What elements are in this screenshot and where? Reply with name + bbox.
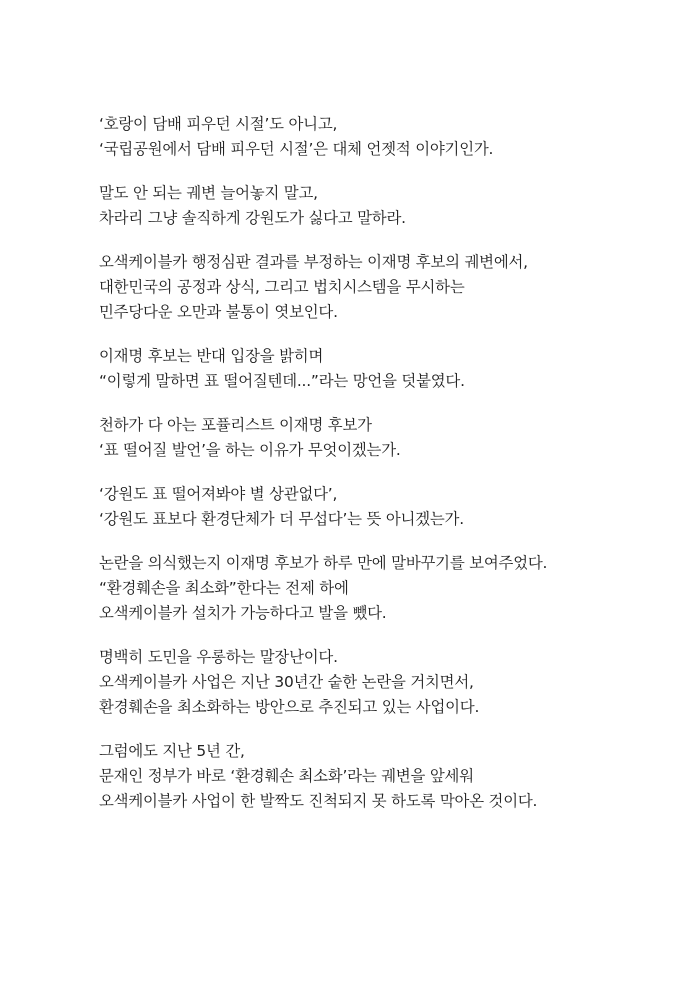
text-line: 오색케이블카 행정심판 결과를 부정하는 이재명 후보의 궤변에서, bbox=[99, 253, 528, 271]
text-line: “환경훼손을 최소화”한다는 전제 하에 bbox=[99, 579, 349, 597]
text-line: 그럼에도 지난 5년 간, bbox=[99, 742, 245, 760]
paragraph-3 bbox=[99, 250, 680, 325]
text-line: 문재인 정부가 바로 ‘환경훼손 최소화’라는 궤변을 앞세워 bbox=[99, 767, 474, 785]
paragraph-1 bbox=[99, 112, 680, 162]
text-line: ‘표 떨어질 발언’을 하는 이유가 무엇이겠는가. bbox=[99, 441, 401, 459]
text-line: ‘국립공원에서 담배 피우던 시절’은 대체 언젯적 이야기인가. bbox=[99, 140, 494, 158]
text-line: 오색케이블카 설치가 가능하다고 발을 뺐다. bbox=[99, 604, 387, 622]
text-line: ‘강원도 표 떨어져봐야 별 상관없다’, bbox=[99, 485, 338, 503]
text-line: 대한민국의 공정과 상식, 그리고 법치시스템을 무시하는 bbox=[99, 278, 465, 296]
text-line: 오색케이블카 사업이 한 발짝도 진척되지 못 하도록 막아온 것이다. bbox=[99, 792, 538, 810]
text-line: “이렇게 말하면 표 떨어질텐데...”라는 망언을 덧붙였다. bbox=[99, 372, 465, 390]
paragraph-2 bbox=[99, 181, 680, 231]
text-line: 말도 안 되는 궤변 늘어놓지 말고, bbox=[99, 184, 318, 202]
paragraph-6 bbox=[99, 482, 680, 532]
text-line: 민주당다운 오만과 불통이 엿보인다. bbox=[99, 303, 338, 321]
text-line: 차라리 그냥 솔직하게 강원도가 싫다고 말하라. bbox=[99, 209, 406, 227]
paragraph-4 bbox=[99, 344, 680, 394]
text-line: 논란을 의식했는지 이재명 후보가 하루 만에 말바꾸기를 보여주었다. bbox=[99, 554, 548, 572]
text-line: 환경훼손을 최소화하는 방안으로 추진되고 있는 사업이다. bbox=[99, 698, 480, 716]
text-line: 이재명 후보는 반대 입장을 밝히며 bbox=[99, 347, 324, 365]
paragraph-5 bbox=[99, 413, 680, 463]
paragraph-7 bbox=[99, 551, 680, 626]
text-line: ‘강원도 표보다 환경단체가 더 무섭다’는 뜻 아니겠는가. bbox=[99, 510, 464, 528]
text-line: ‘호랑이 담배 피우던 시절’도 아니고, bbox=[99, 115, 338, 133]
paragraph-8 bbox=[99, 645, 680, 720]
paragraph-9 bbox=[99, 739, 680, 814]
text-line: 천하가 다 아는 포퓰리스트 이재명 후보가 bbox=[99, 416, 372, 434]
text-line: 명백히 도민을 우롱하는 말장난이다. bbox=[99, 648, 338, 666]
text-line: 오색케이블카 사업은 지난 30년간 숱한 논란을 거치면서, bbox=[99, 673, 474, 691]
